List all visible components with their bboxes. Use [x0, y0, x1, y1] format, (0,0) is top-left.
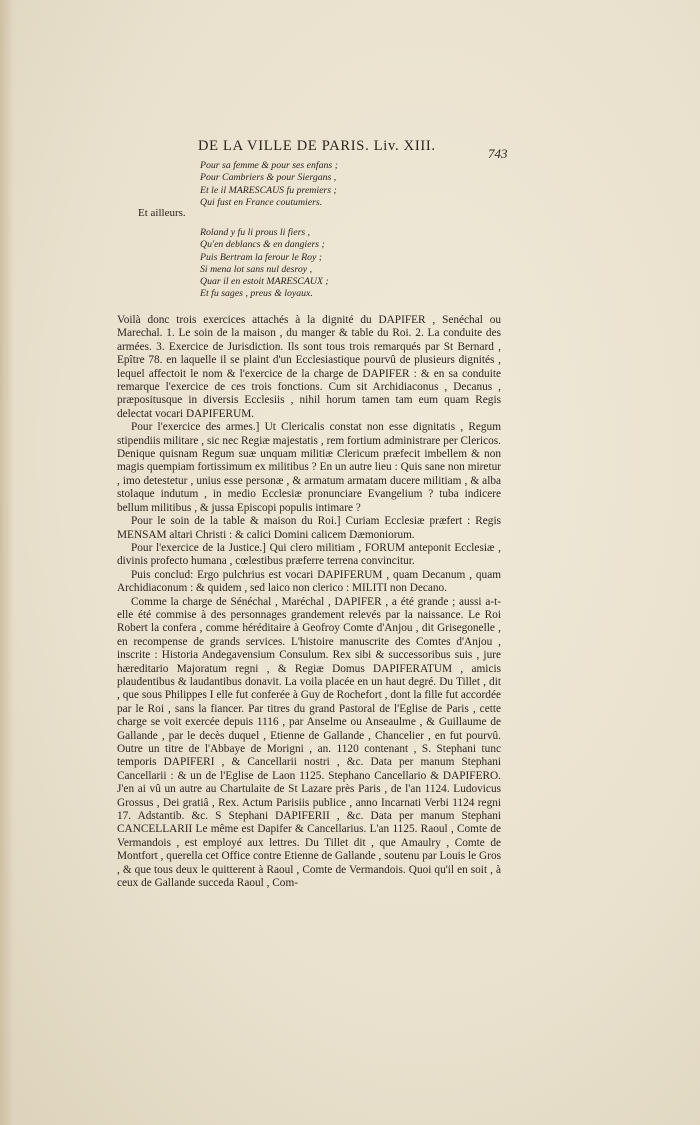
page-number: 743: [488, 146, 508, 161]
margin-note: Et ailleurs.: [138, 207, 186, 219]
body-text: [117, 314, 501, 890]
page-gutter-shadow: [0, 0, 14, 1125]
paragraph: Pour le soin de la table & maison du Roi.] Curiam Ecclesiæ præfert : Regis MENSAM altari Christi : & calici Domini calicem Dæmoniorum.: [117, 515, 501, 541]
paragraph: Puis conclud: Ergo pulchrius est vocari DAPIFERUM , quam Decanum , quam Archidiaconum : & quidem , sed laico non clerico : MILITI non Decano.: [117, 568, 501, 595]
paragraph: Comme la charge de Sénéchal , Maréchal , DAPIFER , a été grande ; aussi a-t-elle été commise à des personnages grandement relevés par la naissance. Le Roi Robert la confera , comme héréditaire à Geofroy Comte d'Anjou , dit Grisegonelle , en recompense de grands services. L'histoire manuscrite des Comtes d'Anjou , inscrite : Historia Andegavensium Consulum. Rex sibi & successoribus suis , jure hæreditario Majoratum regni , & Regiæ Domus DAPIFERATUM , amicis plaudentibus & laudantibus donavit. La voila placée en un haut degré. Du Tillet , dit , que sous Philippes I elle fut conferée à Guy de Rochefort , dont la fille fut accordée par le Roi , sans la fiancer. Par titres du grand Pastoral de l'Eglise de Paris , cette charge se voit exercée depuis 1116 , par Anselme ou Anseaulme , & Guillaume de Gallande , par le decès duquel , Etienne de Gallande , Chancelier , en fut pourvû. Outre un titre de l'Abbaye de Morigni , an. 1120 contenant , S. Stephani tunc temporis DAPIFERI , & Cancellarii nostri , &c. Data per manum Stephani Cancellarii : & un de l'Eglise de Laon 1125. Stephano Cancellario & DAPIFERO. J'en ai vû un autre au Chartulaite de St Lazare près Paris , de l'an 1124. Ludovicus Grossus , Dei gratiâ , Rex. Actum Parisiis publice , anno Incarnati Verbi 1124 regni 17. Adstantib. &c. S Stephani DAPIFERII , &c. Data per manum Stephani CANCELLARII Le même est Dapifer & Cancellarius. L'an 1125. Raoul , Comte de Vermandois , est employé aux lettres. Du Tillet dit , que Amaulry , Comte de Montfort , querella cet Office contre Etienne de Gallande , soutenu par Louis le Gros , & que tous deux le quitterent à Raoul , Comte de Vermandois. Quoi qu'il en soit , à ceux de Gallande succeda Raoul , Com-: [117, 595, 501, 890]
verse-block-2: [200, 227, 329, 301]
paragraph: Voilà donc trois exercices attachés à la dignité du DAPIFER , Senéchal ou Marechal. 1. Le soin de la maison , du manger & table du Roi. 2. La conduite des armées. 3. Exercice de Jurisdiction. Ils sont tous trois remarqués par St Bernard , Epître 78. en laquelle il se plaint d'un Ecclesiastique pourvû de plusieurs dignités , lequel affectoit le nom & l'exercice de la charge de DAPIFER : & en sa conduite remarque l'exercice de ces trois fonctions. Cum sit Archidiaconus , Decanus , præpositusque in diversis Ecclesiis , nihil horum tamen tam eum quam Regis delectat vocari DAPIFERUM.: [117, 314, 501, 420]
verse-line: Pour sa femme & pour ses enfans ;: [200, 160, 338, 171]
verse-line: Qu'en deblancs & en dangiers ;: [200, 239, 325, 251]
verse-line: Pour Cambriers & pour Siergans ,: [200, 172, 337, 184]
verse-line: Et fu sages , preus & loyaux.: [200, 288, 313, 300]
verse-block-1: [200, 160, 338, 209]
verse-line: Qui fust en France coutumiers.: [200, 196, 323, 208]
verse-line: Si mena lot sans nul desroy ,: [200, 263, 313, 275]
verse-line: Puis Bertram la ferour le Roy ;: [200, 251, 323, 263]
running-header: DE LA VILLE DE PARIS. Liv. XIII.: [198, 138, 436, 154]
verse-line: Et le il MARESCAUS fu premiers ;: [200, 184, 337, 196]
paragraph: Pour l'exercice de la Justice.] Qui clero militiam , FORUM anteponit Ecclesiæ , divinis profecto humana , cœlestibus præferre terrena convincitur.: [117, 541, 501, 568]
verse-line: Quar il en estoit MARESCAUX ;: [200, 276, 329, 288]
paragraph: Pour l'exercice des armes.] Ut Clericalis constat non esse dignitatis , Regum stipendiis militare , sic nec Regiæ majestatis , rem fortium administrare per Clericos. Denique quisnam Regum suæ unquam militiæ Clericum præfecit imbellem & non magis quempiam fortissimum ex militibus ? En un autre lieu : Quis sane non miretur , imo detestetur , unius esse personæ , & armatum armatam ducere militiam , & alba stolaque indutum , in medio Ecclesiæ pronunciare Evangelium ? tuba indicere bellum militibus , & jussa Episcopi populis intimare ?: [117, 421, 501, 514]
verse-line: Roland y fu li prous li fiers ,: [200, 227, 311, 238]
